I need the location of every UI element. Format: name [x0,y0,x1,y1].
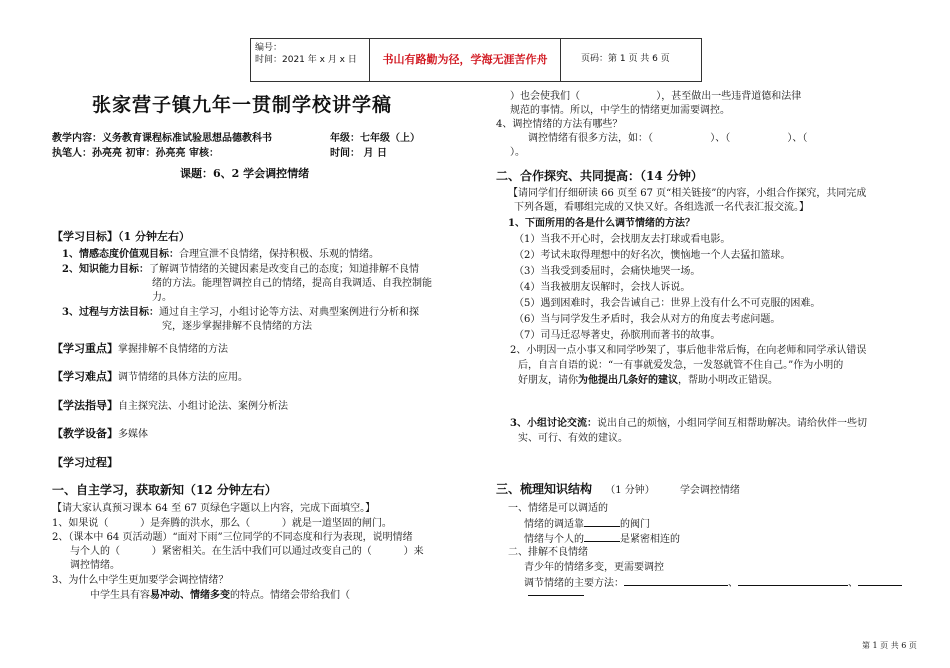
motto-text: 书山有路勤为径，学海无涯苦作舟 [369,39,561,81]
grade-label: 年级：七年级（上） [330,133,420,144]
blank-line [624,576,728,586]
teaching-content: 教学内容：义务教育课程标准试验思想品德教科书 [52,133,272,144]
list-item: （3）当我受到委屈时，会痛快地哭一场。 [514,266,701,277]
goal-1-text: 合理宣泄不良情绪，保持积极、乐观的情绪。 [178,249,379,260]
blank-line [528,595,584,596]
header-left-cell [255,42,357,66]
method-guide-heading: 【学法指导】 [52,399,118,412]
method-guide [52,398,288,415]
list-item: （1）当我不开心时，会找朋友去打球或看电影。 [514,234,731,245]
separator: 、 [848,578,858,589]
part2-question-3 [510,417,867,432]
part2-question-2-line3 [518,374,778,389]
question-2-line2: 与个人的（ ）紧密相关。在生活中我们可以通过改变自己的（ ）来 [70,546,424,557]
page-header-box [250,38,702,82]
s1a-suffix: 的阀门 [620,519,650,530]
p2q2-line3-a: 好朋友，请你 [518,375,578,386]
blank-line [584,532,620,542]
structure-item-2: 二、排解不良情绪 [508,547,588,558]
part2-question-2-line2: 后，自言自语的说：“一有事就爱发急，一发怒就管不住自己。”作为小明的 [518,360,844,371]
blank-line [858,576,902,586]
goal-2-line1: 了解调节情绪的关键因素是改变自己的态度；知道排解不良情 [148,264,419,275]
difficult-point-text: 调节情绪的具体方法的应用。 [118,372,248,383]
part3-time: （1 分钟） [605,485,655,496]
part3-heading-row [496,481,740,499]
equipment [52,426,148,443]
blank-line [584,517,620,527]
goal-3-line2: 究，逐步掌握排解不良情绪的方法 [162,321,312,332]
goal-2-label: 2、知识能力目标： [62,264,149,275]
part1-heading: 一、自主学习，获取新知（12 分钟左右） [52,483,277,497]
page-number-label: 页码：第 1 页 共 6 页 [581,54,670,64]
structure-item-1: 一、情绪是可以调适的 [508,503,608,514]
part2-question-3-line2: 实、可行、有效的建议。 [518,433,628,444]
q3-answer-b: 的特点。情绪会带给我们（ [230,590,350,601]
goal-2-line2: 绪的方法。能理智调控自己的情绪，提高自我调适、自我控制能 [152,278,432,289]
difficult-point-heading: 【学习难点】 [52,370,118,383]
goal-3-line1: 通过自主学习，小组讨论等方法、对典型案例进行分析和探 [158,307,419,318]
serial-label: 编号： [255,43,283,53]
part2-heading: 二、合作探究、共同提高：（14 分钟） [496,169,703,183]
part2-intro-line2: 下列各题，看哪组完成的又快又好。各组选派一名代表汇报交流。】 [514,202,809,213]
question-3: 3、为什么中学生更加要学会调控情绪？ [52,575,229,586]
structure-item-2a: 青少年的情绪多变，更需要调控 [524,562,664,573]
goal-1-label: 1、情感态度价值观目标： [62,249,179,260]
part3-subtitle: 学会调控情绪 [679,485,740,496]
page-footer: 第 1 页 共 6 页 [862,641,917,650]
structure-item-2b [524,576,902,592]
s1a-prefix: 情绪的调适靠 [524,519,584,530]
goal-1 [62,248,379,263]
method-guide-text: 自主探究法、小组讨论法、案例分析法 [118,401,288,412]
document-title: 张家营子镇九年一贯制学校讲学稿 [92,94,393,116]
question-2-line3: 调控情绪。 [70,560,120,571]
list-item: （5）遇到困难时，我会告诫自己：世界上没有什么不可克服的困难。 [514,298,821,309]
question-2-line1: 2、（课本中 64 页活动题）“面对下雨”三位同学的不同态度和行为表现，说明情绪 [52,532,413,543]
equipment-text: 多媒体 [118,429,148,440]
list-item: （7）司马迁忍辱著史，孙膑刑而著书的故事。 [514,330,721,341]
s1b-prefix: 情绪与个人的 [524,534,584,545]
s2b-label: 调节情绪的主要方法： [524,578,624,589]
list-item: （2）考试未取得理想中的好名次，懊恼地一个人去猛扣篮球。 [514,250,791,261]
equipment-heading: 【教学设备】 [52,427,118,440]
part3-heading: 三、梳理知识结构 [496,482,593,496]
q3-answer-a: 中学生具有容 [90,590,150,601]
question-3-answer [90,589,350,604]
method-items-list [514,232,820,344]
p2q3-line1: 说出自己的烦恼，小组同学间互相帮助解决。请给伙伴一些切 [596,418,867,429]
question-4: 4、调控情绪的方法有哪些？ [496,119,623,130]
process-heading: 【学习过程】 [52,456,118,469]
goal-3-label: 3、过程与方法目标： [62,307,159,318]
continued-line1: ）也会使我们（ ），甚至做出一些违背道德和法律 [510,91,802,102]
question-4-answer-line2: ）。 [510,147,525,158]
structure-item-1a [524,517,650,533]
p2q2-line3-b: ，帮助小明改正错误。 [678,375,778,386]
part2-question-2-line1: 2、小明因一点小事又和同学吵架了，事后他非常后悔，在向老师和同学承认错误 [510,345,867,356]
difficult-point [52,369,248,386]
list-item: （6）当与同学发生矛盾时，我会从对方的角度去考虑问题。 [514,314,781,325]
blank-line [738,576,848,586]
s1b-suffix: 是紧密相连的 [620,534,680,545]
p2q3-label: 3、小组讨论交流： [510,418,597,429]
key-point-text: 掌握排解不良情绪的方法 [118,344,228,355]
part1-intro: 【请大家认真预习课本 64 至 67 页绿色字题以上内容，完成下面填空。】 [52,503,376,514]
continued-line2: 规范的事情。所以，中学生的情绪更加需要调控。 [510,105,730,116]
time-line: 时间： 月 日 [330,148,387,159]
p2q2-line3-bold: 为他提出几条好的建议 [578,375,678,386]
goals-heading: 【学习目标】（1 分钟左右） [52,230,190,243]
lesson-topic: 课题：6、2 学会调控情绪 [180,167,310,180]
question-4-answer-line1: 调控情绪有很多方法，如：（ ）、（ ）、（ [528,133,808,144]
part2-intro-line1: 【请同学们仔细研读 66 页至 67 页“相关链接”的内容，小组合作探究，共同完成 [508,188,867,199]
separator: 、 [728,578,738,589]
key-point [52,341,228,358]
list-item: （4）当我被朋友误解时，会找人诉说。 [514,282,691,293]
goal-3 [62,306,419,321]
q3-answer-bold: 易冲动、情绪多变 [150,590,230,601]
goal-2 [62,263,419,278]
part2-question-1: 1、下面所用的各是什么调节情绪的方法？ [508,218,695,229]
question-1: 1、如果说（ ）是奔腾的洪水，那么（ ）就是一道坚固的闸门。 [52,518,392,529]
date-label: 时间：2021 年 x 月 x 日 [255,55,357,66]
goal-2-line3: 力。 [152,292,172,303]
authors-line: 执笔人：孙亮亮 初审：孙亮亮 审核： [52,148,219,159]
key-point-heading: 【学习重点】 [52,342,118,355]
